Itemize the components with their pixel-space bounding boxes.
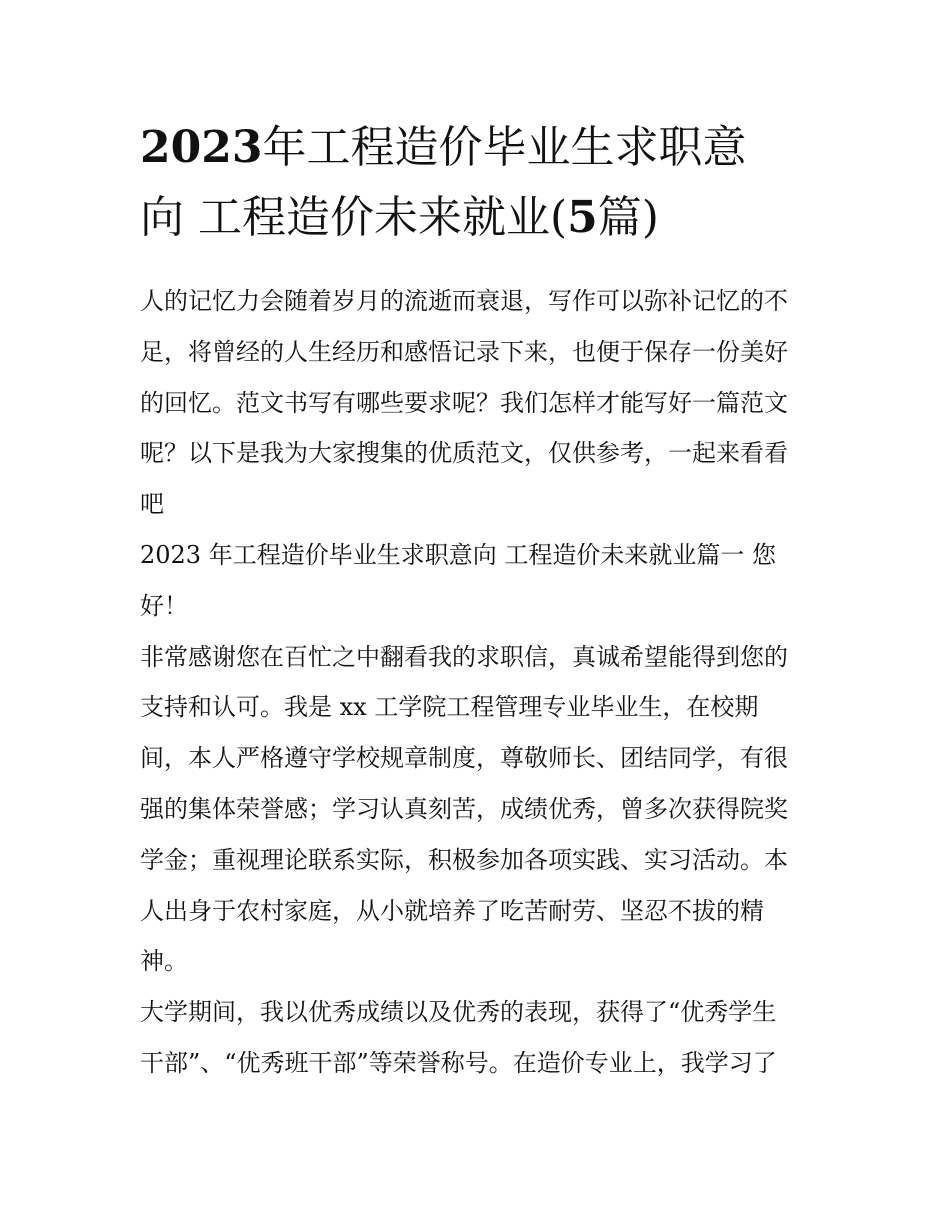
title-line-2 <box>140 183 840 253</box>
body-line: 的回忆。范文书写有哪些要求呢？我们怎样才能写好一篇范文 <box>140 388 788 417</box>
body-line: 大学期间，我以优秀成绩以及优秀的表现，获得了“优秀学生 <box>140 998 777 1027</box>
body-line: 呢？以下是我为大家搜集的优质范文，仅供参考，一起来看看 <box>140 439 788 468</box>
body-line: 好！ <box>140 591 188 620</box>
title-year: 2023 <box>140 122 263 173</box>
body-line: 间，本人严格遵守学校规章制度，尊敬师长、团结同学，有很 <box>140 744 788 773</box>
document-title <box>140 113 840 253</box>
title-line-1 <box>140 113 840 183</box>
title-text-1: 年工程造价毕业生求职意 <box>262 122 747 173</box>
body-line: 吧 <box>140 490 164 519</box>
body-line: 神。 <box>140 947 188 976</box>
body-line: 人的记忆力会随着岁月的流逝而衰退，写作可以弥补记忆的不 <box>140 287 788 315</box>
body-line: 足，将曾经的人生经历和感悟记录下来，也便于保存一份美好 <box>140 337 788 366</box>
body-line: 支持和认可。我是 xx 工学院工程管理专业毕业生，在校期 <box>140 693 759 722</box>
document-body <box>140 276 820 1089</box>
title-count: 5 <box>567 192 598 243</box>
body-line: 非常感谢您在百忙之中翻看我的求职信，真诚希望能得到您的 <box>140 642 788 671</box>
body-line: 强的集体荣誉感；学习认真刻苦，成绩优秀，曾多次获得院奖 <box>140 794 788 823</box>
section-heading-line: 2023 年工程造价毕业生求职意向 工程造价未来就业篇一 您 <box>140 540 776 569</box>
body-line: 学金；重视理论联系实际，积极参加各项实践、实习活动。本 <box>140 845 788 874</box>
title-text-2: 向 工程造价未来就业( <box>140 192 568 243</box>
body-line: 人出身于农村家庭，从小就培养了吃苦耐劳、坚忍不拔的精 <box>140 896 764 925</box>
body-line: 干部”、“优秀班干部”等荣誉称号。在造价专业上，我学习了 <box>140 1048 777 1077</box>
title-text-3: 篇) <box>597 192 659 243</box>
